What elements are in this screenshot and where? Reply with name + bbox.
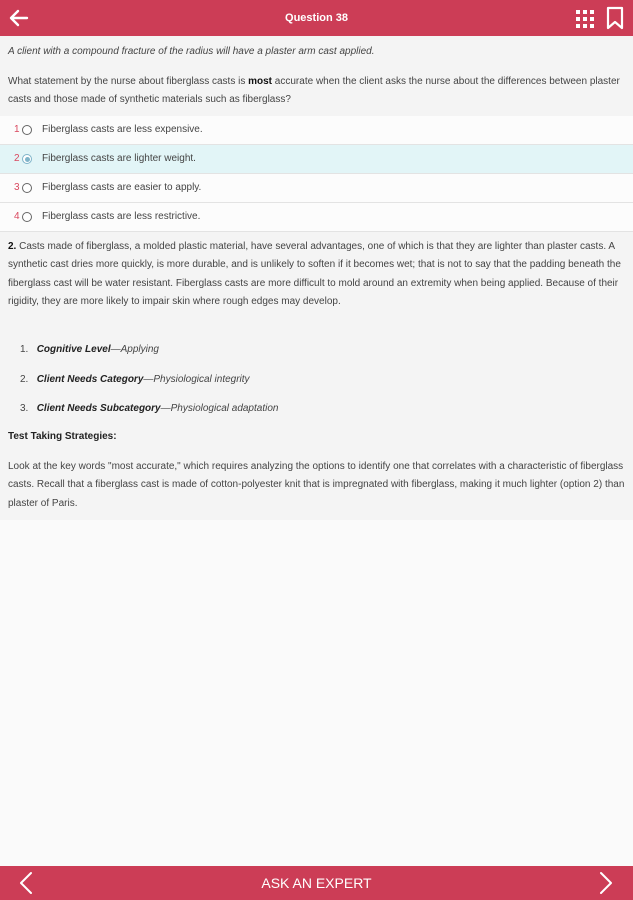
bookmark-icon: [604, 6, 626, 30]
level-value: —Physiological integrity: [143, 373, 250, 385]
arrow-left-icon: [8, 7, 30, 29]
option-label: Fiberglass casts are lighter weight.: [42, 153, 196, 164]
stem-emphasis: most: [248, 76, 273, 87]
list-item: [20, 401, 620, 431]
strategies-text: Look at the key words "most accurate," which requires analyzing the options to identify one that correlates with a characteristic of fiberglass casts. Recall that a fiberglass cast is made of cotton-polyester knit that is impregnated with fiberglass, making it much lighter (option 2) than plaster of Paris.: [8, 461, 625, 509]
option-number: 1: [14, 124, 20, 135]
answer-option-1[interactable]: [0, 116, 633, 145]
list-number: 1.: [20, 344, 29, 355]
list-item: [20, 342, 620, 372]
option-radio[interactable]: [22, 212, 32, 222]
level-value: —Physiological adaptation: [160, 403, 279, 414]
next-question-button[interactable]: [592, 871, 618, 895]
question-stem: [8, 73, 625, 109]
back-button[interactable]: [4, 3, 34, 33]
level-key: Client Needs Category: [36, 373, 144, 385]
page-title: Question 38: [285, 12, 348, 24]
bookmark-button[interactable]: [604, 6, 626, 30]
level-key: Client Needs Subcategory: [36, 403, 161, 414]
option-number: 3: [14, 182, 20, 193]
option-label: Fiberglass casts are easier to apply.: [42, 182, 202, 193]
answer-option-4[interactable]: [0, 203, 633, 232]
answer-option-2[interactable]: [0, 145, 633, 174]
chevron-left-icon: [14, 871, 40, 895]
level-value: —Applying: [110, 344, 159, 355]
answer-options: [0, 116, 633, 232]
rationale-text: Casts made of fiberglass, a molded plastic material, have several advantages, one of which is that they are lighter than plaster casts. A synthetic cast dries more quickly, is more durable, and is unlikely to soften if it becomes wet; that is not to say that the padding beneath the fiberglass cast will be water resistant. Fiberglass casts are more difficult to mold around an extremity when being applied. Because of their rigidity, they are more likely to impair skin where rough edges may develop.: [8, 241, 621, 307]
strategies-heading: Test Taking Strategies:: [8, 431, 117, 442]
list-number: 3.: [20, 403, 29, 414]
chevron-right-icon: [592, 871, 618, 895]
option-radio[interactable]: [22, 183, 32, 193]
option-radio[interactable]: [22, 125, 32, 135]
correct-answer-number: 2.: [8, 241, 17, 252]
grid-icon: [574, 8, 596, 30]
option-number: 2: [14, 153, 20, 164]
option-radio[interactable]: [22, 154, 32, 164]
question-grid-button[interactable]: [574, 8, 596, 30]
top-app-bar: [0, 0, 633, 36]
answer-option-3[interactable]: [0, 174, 633, 203]
classification-list: [20, 342, 620, 431]
answer-rationale: [8, 238, 625, 311]
option-number: 4: [14, 211, 20, 222]
question-panel: [0, 36, 633, 520]
bottom-nav-bar: [0, 866, 633, 900]
stem-text-after: accurate when the client asks the nurse about the differences between plaster casts and those made of synthetic materials such as fiberglass?: [8, 76, 620, 105]
question-intro: A client with a compound fracture of the radius will have a plaster arm cast applied.: [8, 46, 375, 57]
stem-text-before: What statement by the nurse about fiberglass casts is: [8, 76, 249, 87]
option-label: Fiberglass casts are less expensive.: [42, 124, 203, 135]
ask-expert-button[interactable]: ASK AN EXPERT: [261, 875, 372, 891]
option-label: Fiberglass casts are less restrictive.: [42, 211, 201, 222]
list-item: [20, 372, 620, 402]
previous-question-button[interactable]: [14, 871, 40, 895]
list-number: 2.: [20, 373, 29, 385]
level-key: Cognitive Level: [36, 344, 111, 355]
